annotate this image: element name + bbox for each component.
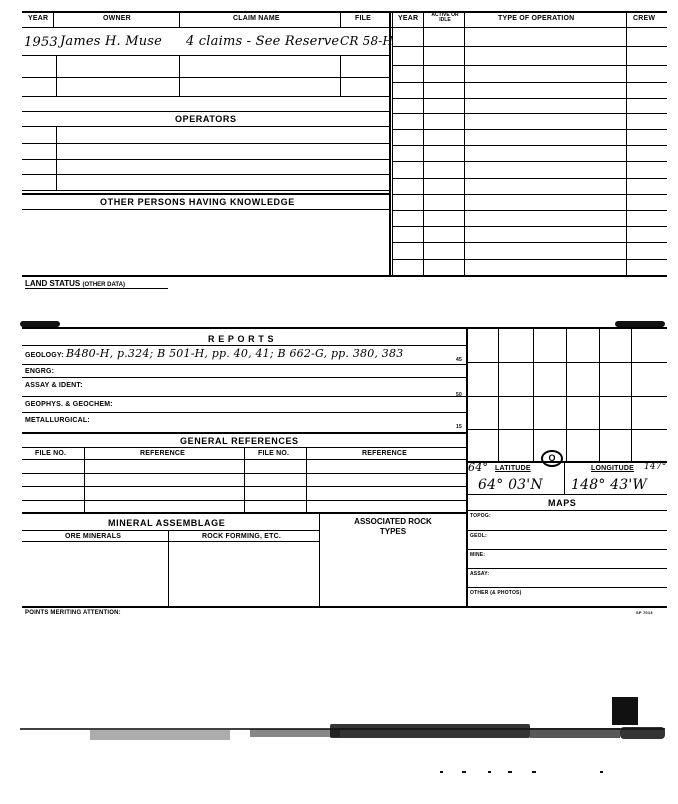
header-year-2: YEAR <box>398 15 419 22</box>
noise-dark-4 <box>90 730 230 740</box>
other-persons-title: OTHER PERSONS HAVING KNOWLEDGE <box>100 197 295 207</box>
header-file: FILE <box>355 15 371 22</box>
entry-file: CR 58-H <box>340 34 394 48</box>
rock-forming-label: ROCK FORMING, ETC. <box>202 533 282 540</box>
reports-title: R E P O R T S <box>208 334 275 344</box>
maps-geol: GEOL: <box>470 533 487 539</box>
geophys-label: GEOPHYS. & GEOCHEM: <box>25 401 113 408</box>
header-claim-name: CLAIM NAME <box>233 15 280 22</box>
header-year: YEAR <box>28 15 49 22</box>
maps-assay: ASSAY: <box>470 571 490 577</box>
noise-dot-2 <box>462 771 466 773</box>
points-meriting-attention: POINTS MERITING ATTENTION: <box>25 610 121 616</box>
metallurgical-num: 15 <box>456 424 462 430</box>
entry-claim: 4 claims - See Reserve <box>186 34 340 49</box>
assay-label: ASSAY & IDENT: <box>25 382 83 389</box>
ref-reference: REFERENCE <box>140 450 185 457</box>
circle-mark-text: O <box>548 453 556 463</box>
maps-topog: TOPOG: <box>470 513 491 519</box>
lon-suffix: 147° <box>644 462 667 472</box>
ore-minerals-label: ORE MINERALS <box>65 533 122 540</box>
metallurgical-label: METALLURGICAL: <box>25 417 90 424</box>
noise-dark-5 <box>620 727 665 739</box>
operators-title: OPERATORS <box>175 114 237 124</box>
assay-num: 50 <box>456 392 462 398</box>
ref-reference-2: REFERENCE <box>362 450 407 457</box>
maps-other: OTHER (& PHOTOS) <box>470 590 522 596</box>
longitude-value: 148° 43'W <box>571 477 648 493</box>
general-references-title: GENERAL REFERENCES <box>180 436 299 446</box>
longitude-label: LONGITUDE <box>591 465 635 472</box>
noise-dark-2 <box>250 729 340 737</box>
noise-dot-1 <box>440 771 443 773</box>
entry-year: 1953 <box>24 35 58 50</box>
geology-num: 45 <box>456 357 462 363</box>
lat-prefix: 64° <box>468 461 489 474</box>
header-type-of-operation: TYPE OF OPERATION <box>498 15 575 22</box>
associated-rock-types: ASSOCIATED ROCK TYPES <box>354 517 432 536</box>
header-active-idle: ACTIVE OR IDLE <box>431 12 459 23</box>
noise-dark-1 <box>330 724 530 738</box>
geology-value: B480-H, p.324; B 501-H, pp. 40, 41; B 662-G, pp. 380, 383 <box>66 347 404 360</box>
ref-file-no-2: FILE NO. <box>258 450 290 457</box>
noise-dot-3 <box>488 771 491 773</box>
noise-dot-6 <box>600 771 603 773</box>
header-crew: CREW <box>633 15 656 22</box>
form-number: SP 7013 <box>636 610 653 615</box>
noise-dot-4 <box>508 771 512 773</box>
noise-dark-3 <box>530 728 620 738</box>
entry-owner: James H. Muse <box>60 34 163 49</box>
land-status-sub: (OTHER DATA) <box>82 282 125 288</box>
header-owner: OWNER <box>103 15 131 22</box>
geology-label: GEOLOGY: <box>25 352 64 359</box>
land-status-text: LAND STATUS <box>25 279 81 288</box>
land-status-label <box>25 279 125 288</box>
maps-title: MAPS <box>548 498 577 508</box>
latitude-label: LATITUDE <box>495 465 531 472</box>
ref-file-no: FILE NO. <box>35 450 67 457</box>
circle-mark <box>541 450 563 467</box>
mineral-assemblage-title: MINERAL ASSEMBLAGE <box>108 518 226 528</box>
noise-dot-5 <box>532 771 536 773</box>
engrg-label: ENGRG: <box>25 368 55 375</box>
latitude-value: 64° 03'N <box>478 477 543 493</box>
maps-mine: MINE: <box>470 552 486 558</box>
noise-block <box>612 697 638 725</box>
